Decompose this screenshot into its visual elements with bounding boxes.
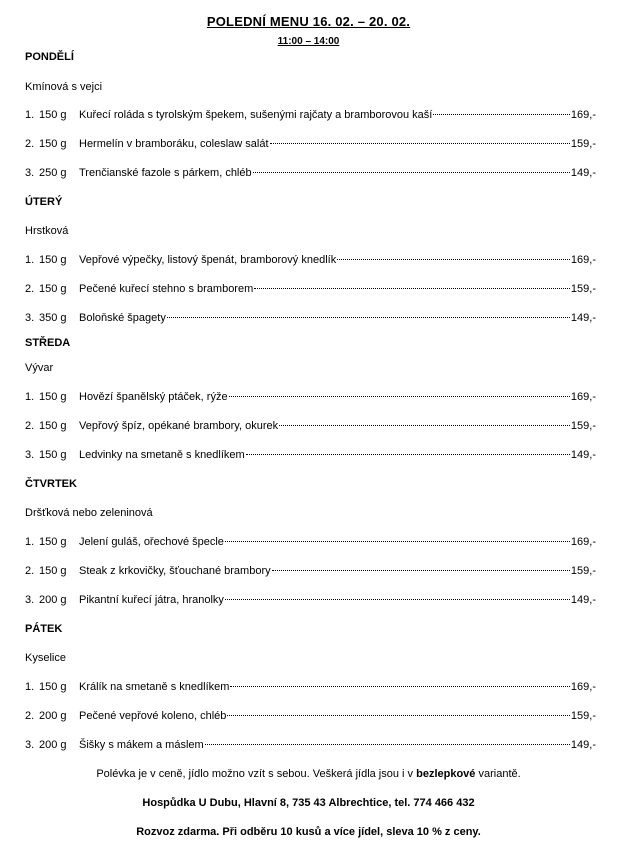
item-price: 169,- (570, 391, 596, 403)
item-number: 2. (25, 420, 35, 432)
menu-item (25, 109, 596, 124)
item-number: 1. (25, 681, 35, 693)
item-weight: 250 g (39, 167, 67, 179)
dot-leader (229, 396, 570, 397)
item-number: 1. (25, 254, 35, 266)
menu-title: POLEDNÍ MENU 16. 02. – 20. 02. (206, 14, 411, 29)
item-price: 149,- (570, 594, 596, 606)
menu-item (25, 565, 596, 580)
item-number: 3. (25, 739, 35, 751)
serving-hours: 11:00 – 14:00 (277, 36, 340, 47)
menu-item (25, 739, 596, 754)
dot-leader (230, 686, 570, 687)
footer-note-suffix: variantě. (475, 768, 521, 780)
dot-leader (253, 172, 570, 173)
menu-item (25, 536, 596, 551)
item-weight: 150 g (39, 254, 67, 266)
item-number: 2. (25, 283, 35, 295)
menu-item (25, 138, 596, 153)
soup-tuesday: Hrstková (25, 225, 69, 237)
item-name: Hermelín v bramboráku, coleslaw salát (79, 138, 269, 150)
soup-friday: Kyselice (25, 652, 66, 664)
footer-note (0, 768, 617, 780)
day-heading-wednesday: STŘEDA (25, 337, 71, 349)
item-name: Boloňské špagety (79, 312, 166, 324)
soup-monday: Kmínová s vejci (25, 81, 103, 93)
item-weight: 200 g (39, 739, 67, 751)
dot-leader (205, 744, 570, 745)
item-number: 3. (25, 312, 35, 324)
item-price: 149,- (570, 739, 596, 751)
menu-item (25, 391, 596, 406)
menu-item (25, 594, 596, 609)
item-number: 1. (25, 391, 35, 403)
dot-leader (433, 114, 570, 115)
item-number: 3. (25, 449, 35, 461)
dot-leader (225, 599, 570, 600)
menu-item (25, 167, 596, 182)
menu-item (25, 312, 596, 327)
footer-note-gluten-free: bezlepkové (416, 768, 476, 780)
item-name: Králík na smetaně s knedlíkem (79, 681, 230, 693)
item-number: 2. (25, 710, 35, 722)
item-number: 3. (25, 167, 35, 179)
item-name: Ledvinky na smetaně s knedlíkem (79, 449, 245, 461)
menu-item (25, 449, 596, 464)
dot-leader (254, 288, 570, 289)
item-number: 2. (25, 565, 35, 577)
item-name: Kuřecí roláda s tyrolským špekem, sušenými rajčaty a bramborovou kaší (79, 109, 433, 121)
item-name: Trenčianské fazole s párkem, chléb (79, 167, 252, 179)
item-weight: 150 g (39, 283, 67, 295)
item-weight: 350 g (39, 312, 67, 324)
menu-item (25, 710, 596, 725)
dot-leader (337, 259, 570, 260)
item-price: 159,- (570, 283, 596, 295)
day-heading-friday: PÁTEK (25, 623, 63, 635)
menu-item (25, 254, 596, 269)
menu-item (25, 420, 596, 435)
item-price: 169,- (570, 536, 596, 548)
item-weight: 200 g (39, 594, 67, 606)
dot-leader (270, 143, 570, 144)
item-name: Jelení guláš, ořechové špecle (79, 536, 224, 548)
menu-item (25, 283, 596, 298)
dot-leader (272, 570, 570, 571)
item-weight: 150 g (39, 420, 67, 432)
item-weight: 150 g (39, 536, 67, 548)
item-price: 169,- (570, 681, 596, 693)
dot-leader (167, 317, 570, 318)
item-number: 3. (25, 594, 35, 606)
item-price: 159,- (570, 710, 596, 722)
day-heading-thursday: ČTVRTEK (25, 478, 77, 490)
item-price: 159,- (570, 420, 596, 432)
soup-thursday: Dršťková nebo zeleninová (25, 507, 153, 519)
item-weight: 150 g (39, 109, 67, 121)
day-heading-tuesday: ÚTERÝ (25, 196, 63, 208)
soup-wednesday: Vývar (25, 362, 54, 374)
item-weight: 150 g (39, 391, 67, 403)
item-price: 149,- (570, 167, 596, 179)
item-number: 1. (25, 536, 35, 548)
item-price: 159,- (570, 138, 596, 150)
footer-address: Hospůdka U Dubu, Hlavní 8, 735 43 Albrechtice, tel. 774 466 432 (142, 797, 475, 809)
dot-leader (227, 715, 570, 716)
item-weight: 150 g (39, 138, 67, 150)
item-name: Šišky s mákem a máslem (79, 739, 204, 751)
item-weight: 150 g (39, 449, 67, 461)
dot-leader (225, 541, 570, 542)
item-weight: 200 g (39, 710, 67, 722)
item-price: 169,- (570, 254, 596, 266)
item-name: Pečené vepřové koleno, chléb (79, 710, 227, 722)
footer-note-prefix: Polévka je v ceně, jídlo možno vzít s sebou. Veškerá jídla jsou i v (96, 768, 417, 780)
item-price: 149,- (570, 312, 596, 324)
dot-leader (279, 425, 570, 426)
item-name: Vepřové výpečky, listový špenát, bramborový knedlík (79, 254, 337, 266)
item-number: 2. (25, 138, 35, 150)
item-price: 149,- (570, 449, 596, 461)
item-price: 159,- (570, 565, 596, 577)
dot-leader (246, 454, 570, 455)
item-number: 1. (25, 109, 35, 121)
menu-item (25, 681, 596, 696)
day-heading-monday: PONDĚLÍ (25, 51, 74, 63)
item-weight: 150 g (39, 565, 67, 577)
item-weight: 150 g (39, 681, 67, 693)
item-name: Vepřový špíz, opékané brambory, okurek (79, 420, 279, 432)
item-name: Steak z krkovičky, šťouchané brambory (79, 565, 271, 577)
item-price: 169,- (570, 109, 596, 121)
item-name: Hovězí španělský ptáček, rýže (79, 391, 228, 403)
item-name: Pečené kuřecí stehno s bramborem (79, 283, 254, 295)
footer-delivery: Rozvoz zdarma. Při odběru 10 kusů a více jídel, sleva 10 % z ceny. (136, 826, 481, 838)
item-name: Pikantní kuřecí játra, hranolky (79, 594, 224, 606)
